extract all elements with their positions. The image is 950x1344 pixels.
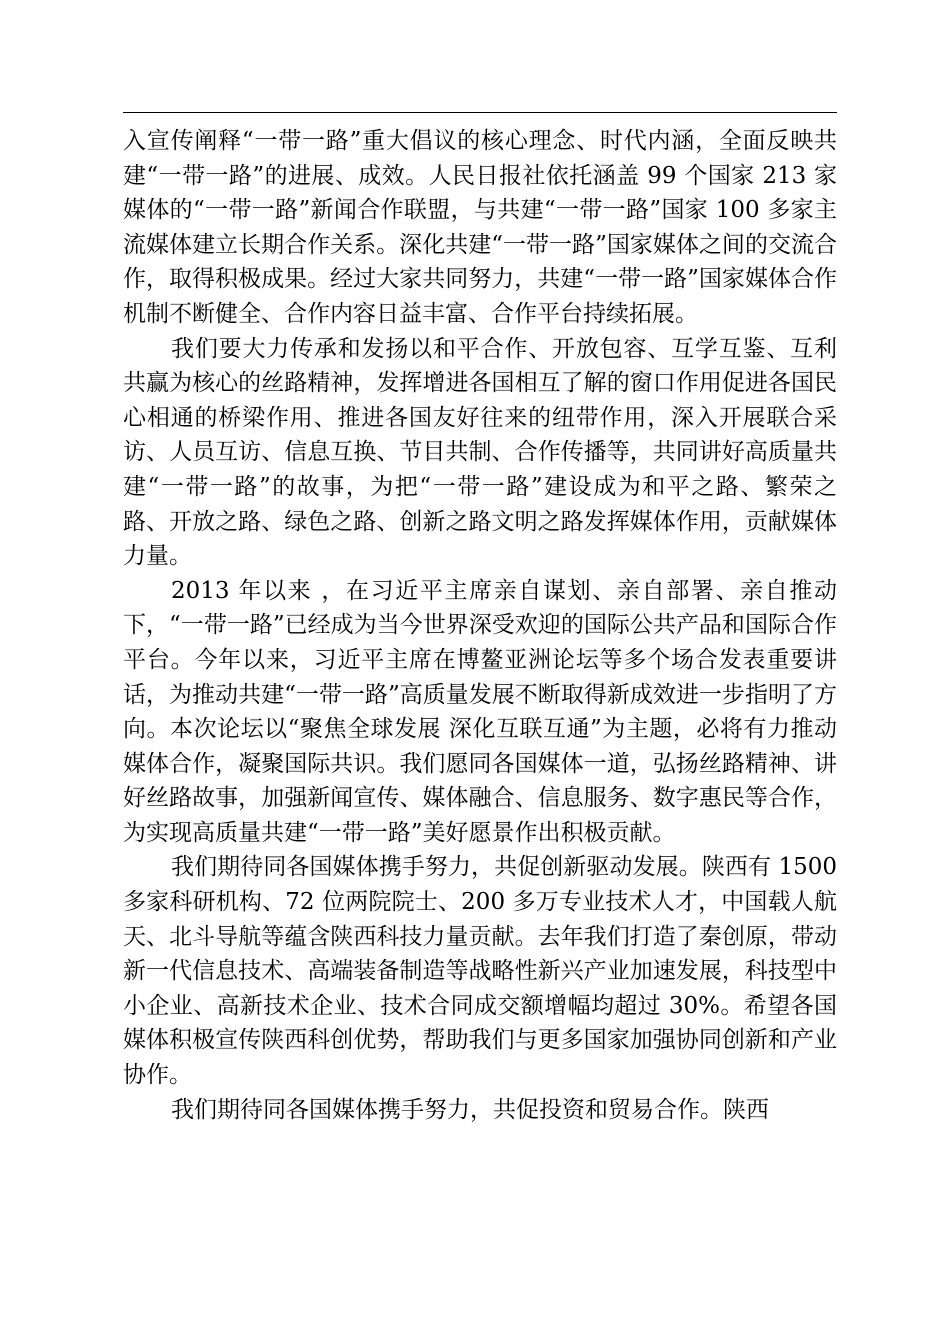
- paragraph-3: 2013 年以来 ，在习近平主席亲自谋划、亲自部署、亲自推动下，“一带一路”已经成为当今世界深受欢迎的国际公共产品和国际合作平台。今年以来，习近平主席在博鳌亚洲论坛等多个场合发表重要讲话，为推动共建“一带一路”高质量发展不断取得新成效进一步指明了方向。本次论坛以“聚焦全球发展 深化互联互通”为主题，必将有力推动媒体合作，凝聚国际共识。我们愿同各国媒体一道，弘扬丝路精神、讲好丝路故事，加强新闻宣传、媒体融合、信息服务、数字惠民等合作，为实现高质量共建“一带一路”美好愿景作出积极贡献。: [123, 577, 837, 846]
- paragraph-5: 我们期待同各国媒体携手努力，共促投资和贸易合作。陕西: [171, 1096, 769, 1123]
- paragraph-2: 我们要大力传承和发扬以和平合作、开放包容、互学互鉴、互利共赢为核心的丝路精神，发挥增进各国相互了解的窗口作用促进各国民心相通的桥梁作用、推进各国友好往来的纽带作用，深入开展联合采访、人员互访、信息互换、节目共制、合作传播等，共同讲好高质量共建“一带一路”的故事，为把“一带一路”建设成为和平之路、繁荣之路、开放之路、绿色之路、创新之路文明之路发挥媒体作用，贡献媒体力量。: [123, 335, 837, 570]
- paragraph-1: 入宣传阐释“一带一路”重大倡议的核心理念、时代内涵，全面反映共建“一带一路”的进展、成效。人民日报社依托涵盖 99 个国家 213 家媒体的“一带一路”新闻合作联盟，与共建“一带一路”国家 100 多家主流媒体建立长期合作关系。深化共建“一带一路”国家媒体之间的交流合作，取得积极成果。经过大家共同努力，共建“一带一路”国家媒体合作机制不断健全、合作内容日益丰富、合作平台持续拓展。: [123, 128, 837, 327]
- header-rule: [123, 112, 837, 113]
- paragraph-4: 我们期待同各国媒体携手努力，共促创新驱动发展。陕西有 1500 多家科研机构、72 位两院院士、200 多万专业技术人才，中国载人航天、北斗导航等蕴含陕西科技力量贡献。去年我们打造了秦创原，带动新一代信息技术、高端装备制造等战略性新兴产业加速发展，科技型中小企业、高新技术企业、技术合同成交额增幅均超过 30%。希望各国媒体积极宣传陕西科创优势，帮助我们与更多国家加强协同创新和产业协作。: [123, 854, 837, 1089]
- body-text: [123, 124, 837, 1127]
